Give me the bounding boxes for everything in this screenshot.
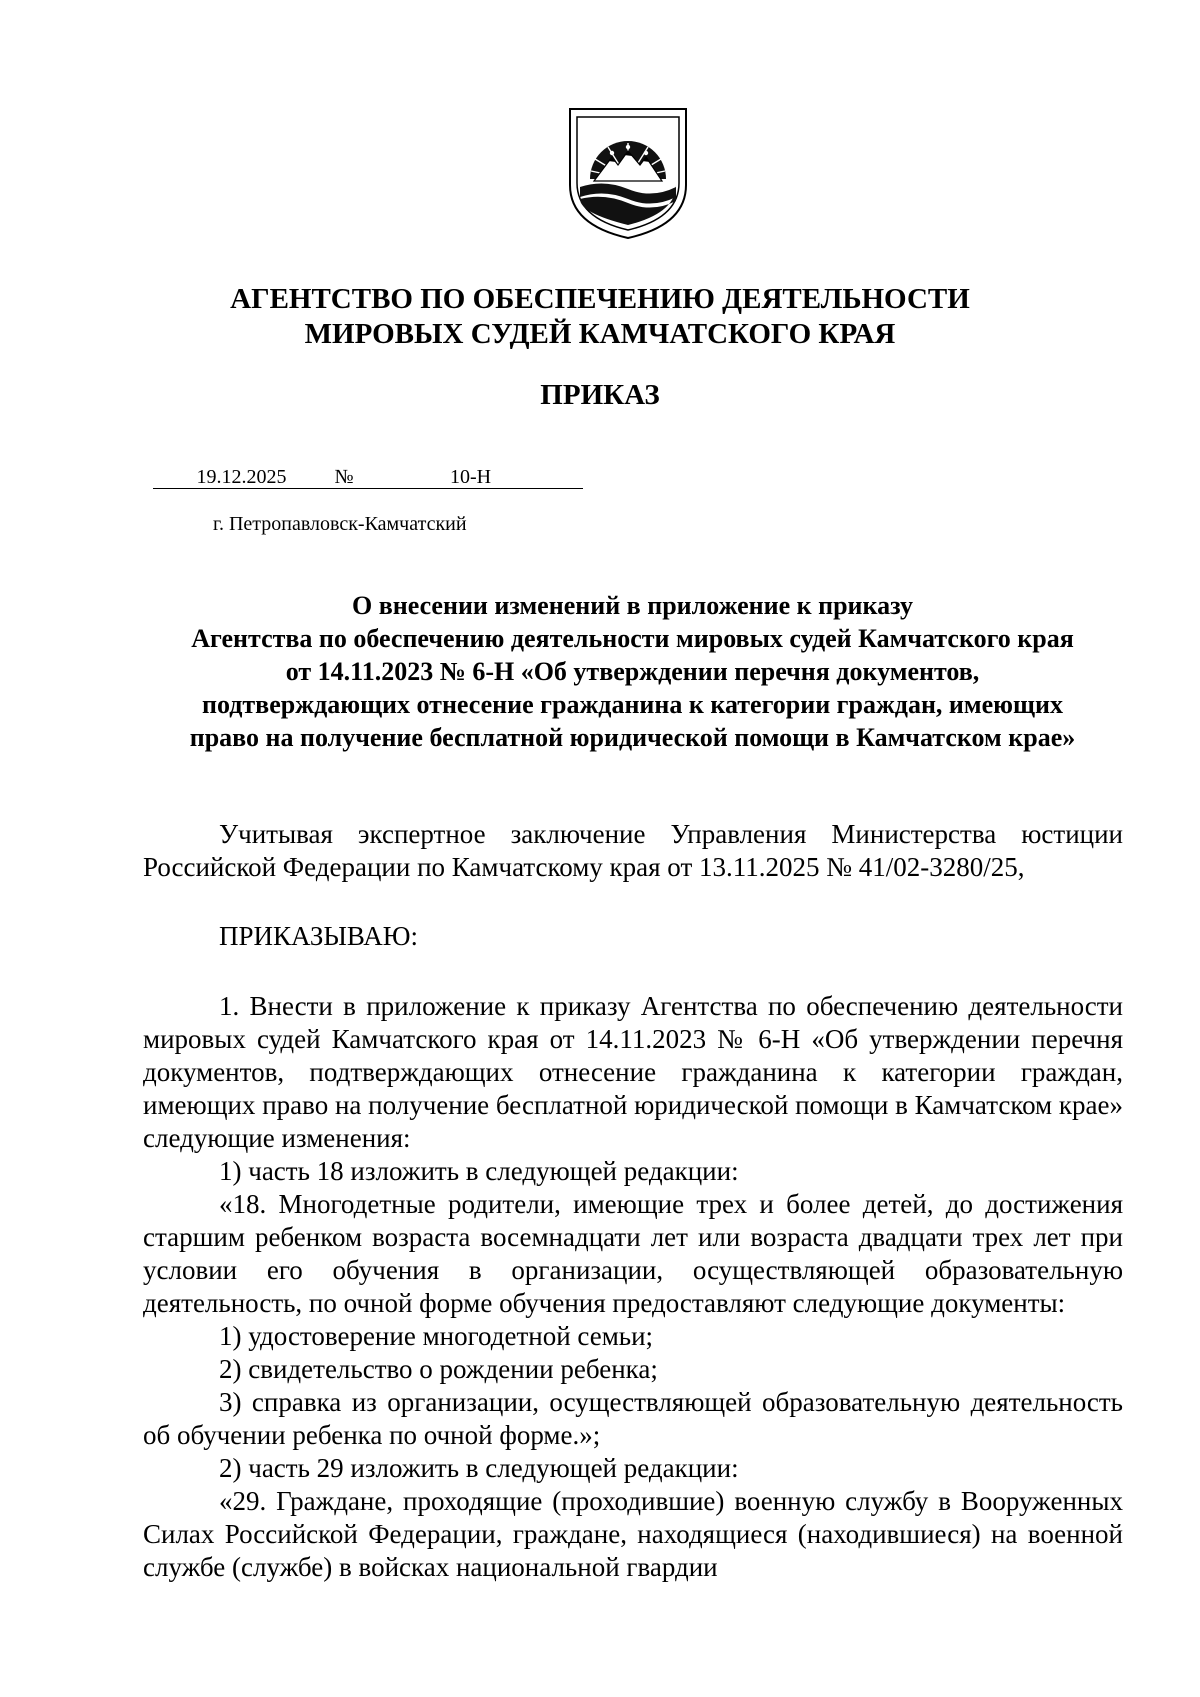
agency-name [0,282,1200,352]
agency-name-line-1: АГЕНТСТВО ПО ОБЕСПЕЧЕНИЮ ДЕЯТЕЛЬНОСТИ [230,283,970,315]
paragraph: 1) часть 18 изложить в следующей редакции: [219,1156,739,1186]
order-word: ПРИКАЗЫВАЮ: [219,921,418,951]
paragraph: 2) часть 29 изложить в следующей редакции: [219,1453,739,1483]
city-name: г. Петропавловск-Камчатский [213,513,467,535]
order-number: 10-Н [358,464,583,489]
title-line-2: Агентства по обеспечению деятельности мировых судей Камчатского края [191,624,1074,653]
order-number-label: № [330,464,358,489]
order-word-section [143,920,1123,953]
paragraph: 1) удостоверение многодетной семьи; [219,1321,654,1351]
kamchatka-coat-of-arms-icon [568,107,688,240]
title-line-5: право на получение бесплатной юридической помощи в Камчатском крае» [189,723,1076,752]
title-line-3: от 14.11.2023 № 6-Н «Об утверждении перечня документов, [285,657,980,686]
title-line-4: подтверждающих отнесение гражданина к категории граждан, имеющих [202,690,1063,719]
paragraph: «29. Граждане, проходящие (проходившие) военную службу в Вооруженных Силах Российской Федерации, граждане, находящиеся (находившиеся) на военной службе (службе) в войсках национальной гвардии [143,1486,1123,1582]
title-line-1: О внесении изменений в приложение к приказу [351,591,914,620]
order-date: 19.12.2025 [153,464,330,489]
main-text-section [143,990,1123,1584]
intro-section [143,818,1123,884]
document-type: ПРИКАЗ [540,379,660,411]
paragraph: «18. Многодетные родители, имеющие трех и более детей, до достижения старшим ребенком возраста восемнадцати лет или возраста двадцати трех лет при условии его обучения в организации, осуществляющей образовательную деятельность, по очной форме обучения предоставляют следующие документы: [143,1189,1123,1318]
paragraph: 2) свидетельство о рождении ребенка; [219,1354,658,1384]
document-title [140,589,1125,754]
paragraph: 1. Внести в приложение к приказу Агентства по обеспечению деятельности мировых судей Камчатского края от 14.11.2023 № 6-Н «Об утверждении перечня документов, подтверждающих отнесение гражданина к категории граждан, имеющих право на получение бесплатной юридической помощи в Камчатском крае» следующие изменения: [143,991,1123,1153]
intro-paragraph: Учитывая экспертное заключение Управления Министерства юстиции Российской Федерации по Камчатскому края от 13.11.2025 № 41/02-3280/25, [143,819,1123,882]
paragraph: 3) справка из организации, осуществляющей образовательную деятельность об обучении ребенка по очной форме.»; [143,1387,1123,1450]
agency-name-line-2: МИРОВЫХ СУДЕЙ КАМЧАТСКОГО КРАЯ [304,318,896,350]
